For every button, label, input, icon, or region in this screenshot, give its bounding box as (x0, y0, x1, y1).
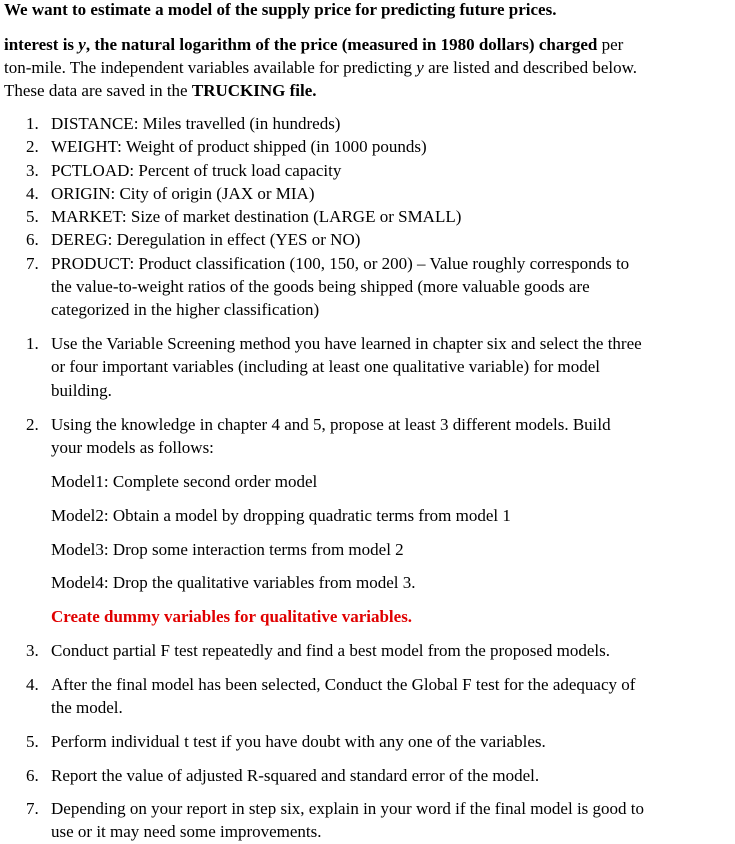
list-item-text: MARKET: Size of market destination (LARGE or SMALL) (51, 207, 462, 227)
list-number: 6. (26, 230, 39, 250)
list-number: 1. (26, 334, 39, 353)
list-item (0, 228, 735, 251)
model-2-text: Model2: Obtain a model by dropping quadratic terms from model 1 (51, 506, 511, 525)
list-item (0, 135, 735, 158)
list-item-text: ORIGIN: City of origin (JAX or MIA) (51, 183, 315, 203)
task-text: After the final model has been selected, Conduct the Global F test for the adequacy of (51, 675, 636, 694)
intro-line-2 (4, 56, 729, 79)
list-item (0, 182, 735, 205)
task-text: the model. (51, 698, 123, 718)
list-item-text: categorized in the higher classification) (51, 300, 320, 320)
list-number: 5. (26, 207, 39, 227)
task-item (0, 673, 735, 720)
model-1-text: Model1: Complete second order model (51, 472, 318, 491)
intro-text: ton-mile. The independent variables available for predicting (4, 58, 417, 77)
intro-paragraph (4, 33, 729, 102)
list-item (0, 112, 735, 135)
list-item (0, 205, 735, 228)
list-item-text: DEREG: Deregulation in effect (YES or NO) (51, 230, 361, 250)
list-number: 2. (26, 137, 39, 157)
list-item-text: WEIGHT: Weight of product shipped (in 1000 pounds) (51, 137, 427, 157)
red-note-text: Create dummy variables for qualitative variables. (51, 607, 413, 626)
intro-text: per (597, 35, 624, 54)
task-text: Report the value of adjusted R-squared and standard error of the model. (51, 766, 540, 785)
task-item (0, 730, 735, 753)
list-item-text: the value-to-weight ratios of the goods being shipped (more valuable goods are (51, 277, 590, 297)
variable-y: y (78, 35, 86, 54)
intro-text: These data are saved in the (4, 81, 192, 100)
file-name: TRUCKING file. (191, 81, 317, 100)
list-number: 7. (26, 799, 39, 818)
list-number: 7. (26, 253, 39, 273)
model-item (0, 504, 735, 527)
task-item (0, 639, 735, 662)
intro-line-1 (4, 33, 729, 56)
document-heading: We want to estimate a model of the supply price for predicting future prices. (4, 0, 557, 19)
list-number: 4. (26, 183, 39, 203)
list-number: 3. (26, 160, 39, 180)
task-text: or four important variables (including at least one qualitative variable) for model (51, 357, 601, 377)
intro-bold-text: interest is (4, 35, 79, 54)
list-number: 3. (26, 641, 39, 660)
task-text: Conduct partial F test repeatedly and find a best model from the proposed models. (51, 641, 610, 660)
model-item (0, 571, 735, 594)
list-number: 6. (26, 766, 39, 785)
list-number: 2. (26, 415, 39, 434)
task-text: Use the Variable Screening method you have learned in chapter six and select the three (51, 334, 642, 353)
intro-line-3 (4, 79, 729, 102)
list-item (0, 252, 735, 322)
variable-y: y (416, 58, 424, 77)
list-number: 5. (26, 732, 39, 751)
task-text: Perform individual t test if you have doubt with any one of the variables. (51, 732, 546, 751)
task-item (0, 413, 735, 460)
task-item (0, 797, 735, 844)
list-number: 1. (26, 114, 39, 133)
dummy-variables-note (0, 605, 735, 628)
task-text: Using the knowledge in chapter 4 and 5, propose at least 3 different models. Build (51, 415, 611, 434)
task-item (0, 332, 735, 402)
list-item-text: PRODUCT: Product classification (100, 150, or 200) – Value roughly corresponds to (51, 253, 630, 273)
list-item (0, 159, 735, 182)
model-item (0, 470, 735, 493)
task-text: your models as follows: (51, 438, 214, 458)
list-item-text: DISTANCE: Miles travelled (in hundreds) (51, 114, 341, 133)
model-4-text: Model4: Drop the qualitative variables from model 3. (51, 573, 416, 592)
task-text: use or it may need some improvements. (51, 822, 322, 842)
list-number: 4. (26, 675, 39, 694)
task-text: building. (51, 380, 112, 400)
list-item-text: PCTLOAD: Percent of truck load capacity (51, 160, 342, 180)
model-3-text: Model3: Drop some interaction terms from model 2 (51, 540, 404, 559)
intro-bold-text-2: , the natural logarithm of the price (measured in 1980 dollars) charged (85, 35, 598, 54)
variable-list (0, 112, 735, 322)
task-text: Depending on your report in step six, explain in your word if the final model is good to (51, 799, 645, 818)
model-item (0, 538, 735, 561)
intro-text: are listed and described below. (423, 58, 638, 77)
task-item (0, 764, 735, 787)
